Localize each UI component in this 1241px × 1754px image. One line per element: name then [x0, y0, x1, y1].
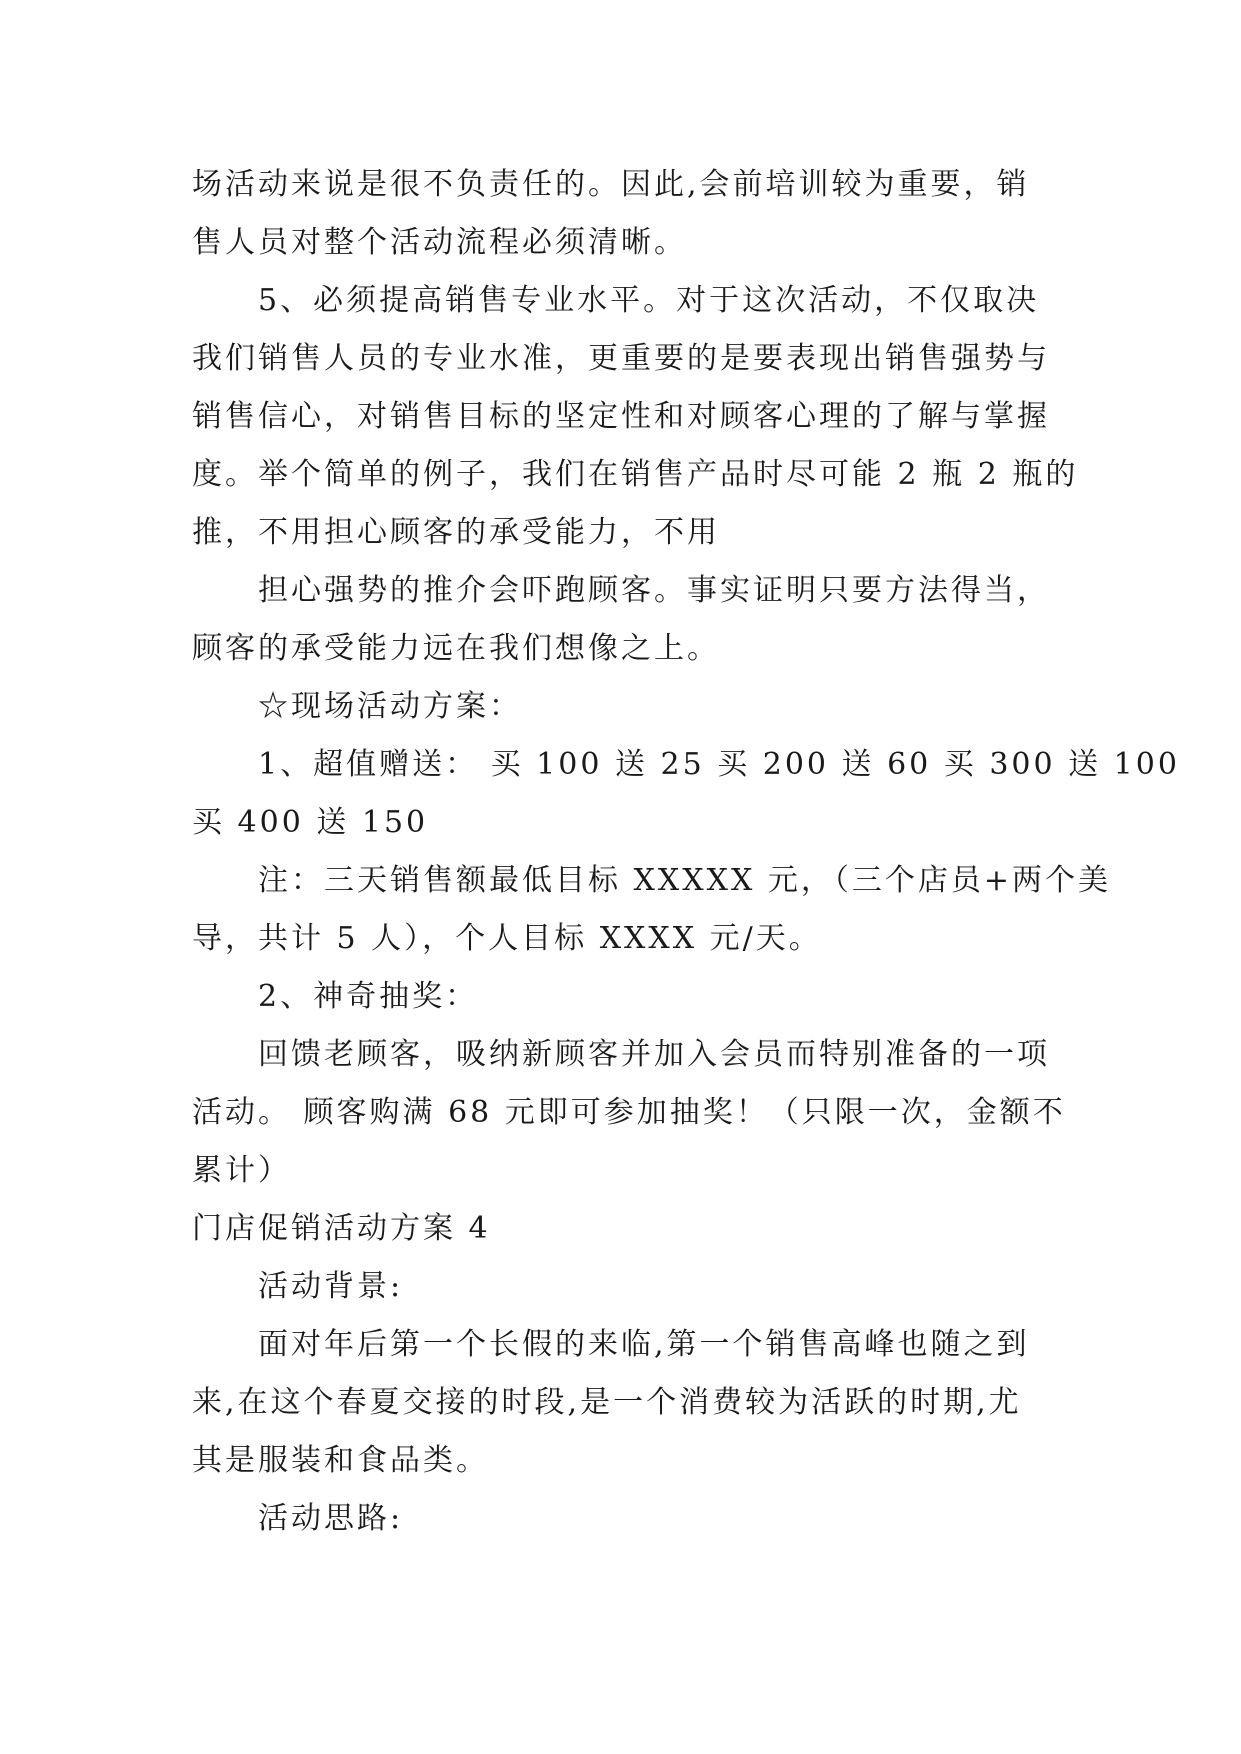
- body-line-4: 我们销售人员的专业水准，更重要的是要表现出销售强势与: [192, 341, 1050, 376]
- body-line-9: 顾客的承受能力远在我们想像之上。: [192, 631, 720, 666]
- body-line-2: 售人员对整个活动流程必须清晰。: [192, 225, 687, 260]
- subheading-background: 活动背景:: [258, 1269, 404, 1304]
- body-line-5: 销售信心，对销售目标的坚定性和对顾客心理的了解与掌握: [192, 399, 1050, 434]
- body-line-21: 面对年后第一个长假的来临,第一个销售高峰也随之到: [258, 1327, 1030, 1362]
- body-line-16: 回馈老顾客，吸纳新顾客并加入会员而特别准备的一项: [258, 1037, 1050, 1072]
- document-page: [192, 156, 1180, 1548]
- section-title: 门店促销活动方案 4: [192, 1211, 491, 1246]
- body-line-15: 2、神奇抽奖：: [258, 979, 479, 1014]
- body-line-17: 活动。 顾客购满 68 元即可参加抽奖！（只限一次，金额不: [192, 1095, 1066, 1130]
- body-line-22: 来,在这个春夏交接的时段,是一个消费较为活跃的时期,尤: [192, 1385, 1022, 1420]
- body-line-6: 度。举个简单的例子，我们在销售产品时尽可能 2 瓶 2 瓶的: [192, 457, 1079, 492]
- body-line-7: 推，不用担心顾客的承受能力，不用: [192, 515, 720, 550]
- body-line-23: 其是服装和食品类。: [192, 1443, 489, 1478]
- section-heading-onsite-plan: ☆现场活动方案：: [258, 689, 522, 724]
- body-line-8: 担心强势的推介会吓跑顾客。事实证明只要方法得当，: [258, 573, 1050, 608]
- body-line-1: 场活动来说是很不负责任的。因此,会前培训较为重要，销: [192, 167, 1030, 202]
- subheading-approach: 活动思路:: [258, 1501, 404, 1536]
- body-line-13: 注：三天销售额最低目标 XXXXX 元，（三个店员+两个美: [258, 863, 1111, 898]
- body-line-3: 5、必须提高销售专业水平。对于这次活动，不仅取决: [258, 283, 1040, 318]
- body-line-11: 1、超值赠送： 买 100 送 25 买 200 送 60 买 300 送 100: [258, 747, 1180, 782]
- body-line-14: 导，共计 5 人），个人目标 XXXX 元/天。: [192, 921, 822, 956]
- body-line-18: 累计）: [192, 1153, 291, 1188]
- body-line-12: 买 400 送 150: [192, 805, 429, 840]
